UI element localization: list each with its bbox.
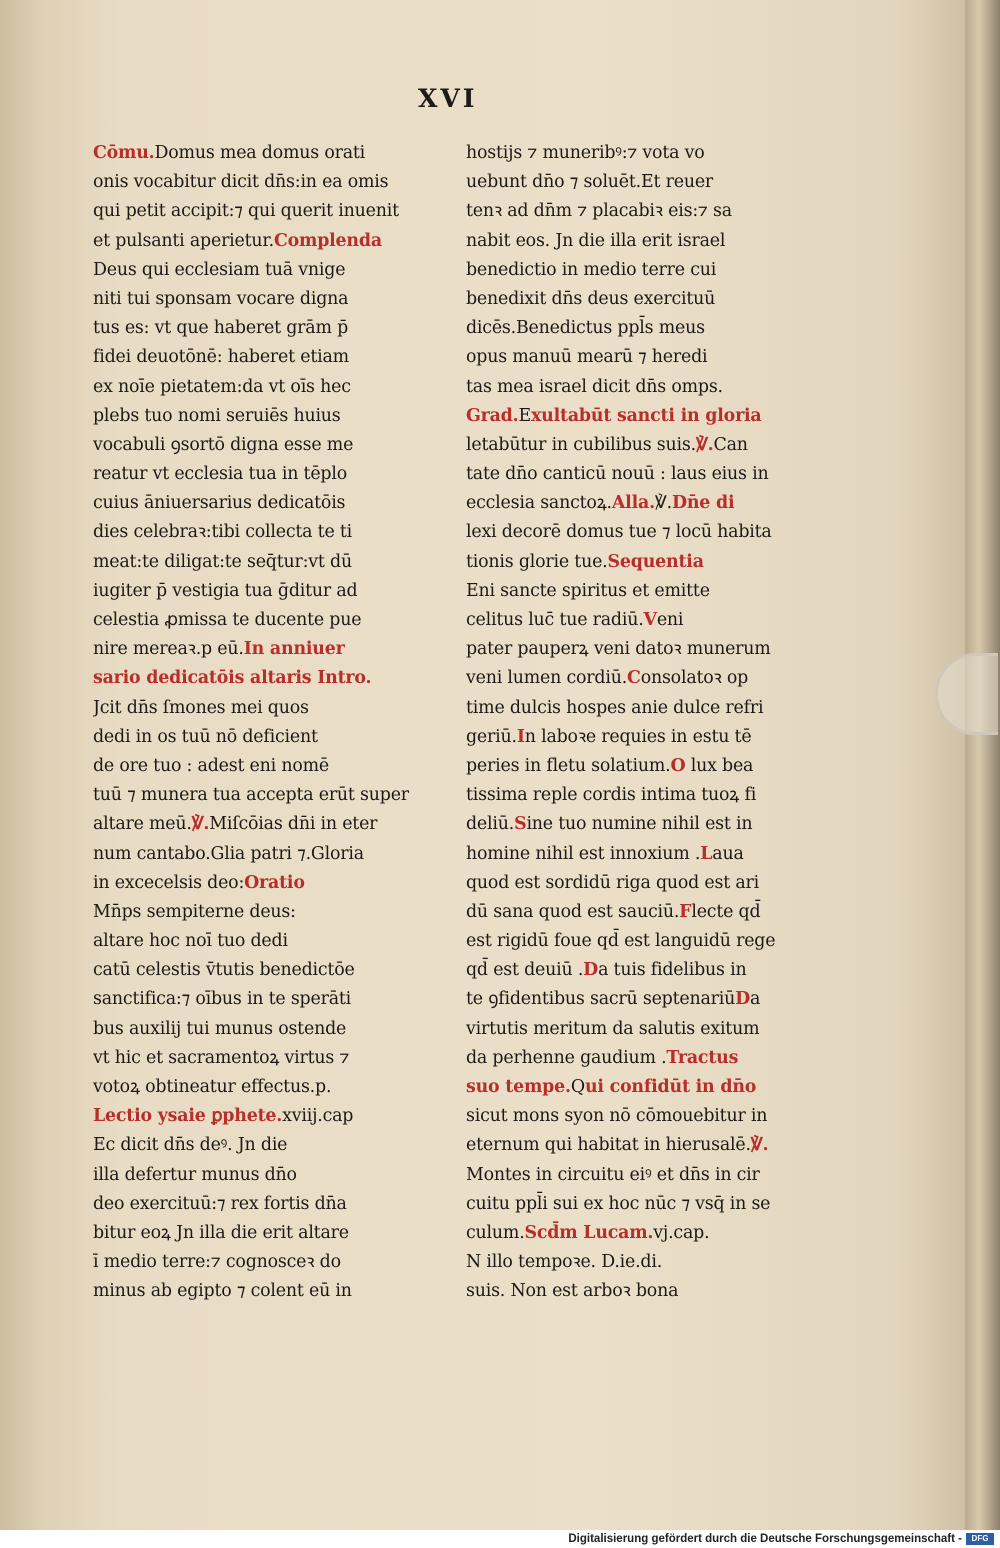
left-line [93, 1044, 443, 1073]
rubric-text: sario dedicatōis altaris Intro. [93, 668, 372, 689]
body-text: Gloria [310, 843, 364, 864]
body-text: celitus luc̄ tue radiū. [466, 610, 644, 630]
left-line [93, 1015, 443, 1044]
right-line [466, 840, 816, 869]
body-text: meat:te diligat:te seq̄tur:vt dū [93, 551, 352, 572]
right-line [466, 431, 816, 460]
body-text: benedictio in medio terre cui [466, 259, 717, 280]
rubric-text: ui confidūt in dn̄o [584, 1077, 757, 1097]
rubric-text: D [735, 989, 751, 1010]
left-line [93, 139, 443, 168]
rubric-text: Dn̄e di [671, 493, 735, 514]
body-text: geriū. [466, 726, 517, 747]
body-text: opus manuū mearū ⁊ heredi [466, 347, 708, 368]
right-line [466, 1073, 816, 1102]
body-text: Montes in circuitu eiꝰ et dn̄s in cir [466, 1164, 760, 1185]
rubric-text: Complenda [273, 230, 382, 251]
left-line [93, 577, 443, 606]
body-text: dies celebraꝛ:tibi collecta te ti [93, 522, 353, 543]
body-text: N illo tempoꝛe. D.ie.di. [466, 1252, 663, 1273]
left-line [93, 898, 443, 927]
right-line [466, 1131, 816, 1160]
body-text: num cantabo. [93, 843, 211, 864]
body-text: Ec dicit dn̄s deꝰ. Jn die [93, 1135, 288, 1156]
body-text: quod est sordidū riga quod est ari [466, 872, 760, 893]
left-line [93, 840, 443, 869]
right-line [466, 898, 816, 927]
right-line [466, 985, 816, 1014]
body-text: culum. [466, 1222, 525, 1243]
body-text: hostijs ⁊ muneribꝰ:⁊ vota vo [466, 143, 705, 163]
body-text: lux bea [685, 755, 754, 776]
left-line [93, 343, 443, 372]
body-text: Can [713, 434, 748, 455]
body-text: fidei deuotōnē: haberet etiam [93, 347, 349, 368]
left-line [93, 664, 443, 693]
body-text: sanctifica:⁊ oībus in te sperāti [93, 989, 352, 1010]
body-text: aua [712, 843, 744, 864]
body-text: est rigidū foue qd̄ est languidū rege [466, 931, 776, 952]
body-text: tus es: vt que haberet grām p̄ [93, 318, 349, 339]
right-line [466, 781, 816, 810]
right-text-column [466, 139, 816, 1307]
body-text: altare meū. [93, 814, 192, 835]
right-line [466, 197, 816, 226]
rubric-text: Scd̄m Lucam. [524, 1222, 654, 1243]
left-text-column [93, 139, 443, 1307]
body-text: homine nihil est innoxium . [466, 843, 701, 864]
body-text: qui petit accipit:⁊ qui querit inuenit [93, 201, 399, 222]
body-text: ī medio terre:⁊ cognosceꝛ do [93, 1252, 341, 1273]
body-text: peries in fletu solatium. [466, 755, 671, 776]
rubric-text: ℣. [695, 434, 714, 455]
rubric-text: I [516, 726, 525, 747]
body-text: altare hoc noī tuo dedi [93, 931, 288, 952]
rubric-text: ℣. [750, 1135, 769, 1156]
body-text: bitur eoꝝ Jn illa die erit altare [93, 1222, 349, 1243]
right-line [466, 1190, 816, 1219]
body-text: tate dn̄o canticū nouū : laus eius in [466, 464, 769, 485]
body-text: et pulsanti aperietur. [93, 230, 274, 251]
body-text: Miſcōias dn̄i in eter [209, 814, 378, 835]
body-text: n laboꝛe requies in estu tē [524, 726, 752, 747]
rubric-text: V [643, 610, 657, 630]
rubric-text: xultabūt sancti in gloria [531, 405, 762, 426]
body-text: onis vocabitur dicit dn̄s:in ea omis [93, 172, 389, 193]
body-text: vt hic et sacramentoꝝ virtus ⁊ [93, 1047, 350, 1068]
body-text: Jcit dn̄s ſmones mei quos [93, 697, 309, 718]
rubric-text: In anniuer [243, 639, 345, 660]
body-text: veni lumen cordiū. [466, 668, 628, 689]
body-text: Glia patri ⁊. [210, 843, 311, 864]
left-line [93, 489, 443, 518]
right-line [466, 460, 816, 489]
body-text: vj.cap. [653, 1222, 710, 1243]
body-text: deo exercituū:⁊ rex fortis dn̄a [93, 1193, 347, 1214]
left-line [93, 956, 443, 985]
left-line [93, 256, 443, 285]
footer-bar [0, 1530, 1000, 1548]
body-text: virtutis meritum da salutis exitum [466, 1018, 760, 1039]
body-text: suis. Non est arboꝛ bona [466, 1281, 679, 1302]
body-text: nabit eos. Jn die illa erit israel [466, 230, 726, 251]
right-line [466, 664, 816, 693]
left-line [93, 1190, 443, 1219]
right-line [466, 577, 816, 606]
body-text: dū sana quod est sauciū. [466, 901, 680, 922]
body-text: Deus qui ecclesiam tuā vnige [93, 259, 346, 280]
body-text: niti tui sponsam vocare digna [93, 288, 349, 309]
body-text: illa defertur munus dn̄o [93, 1164, 297, 1185]
left-line [93, 694, 443, 723]
body-text: tissima reple cordis intima tuoꝝ fi [466, 785, 757, 806]
rubric-text: S [514, 814, 527, 835]
body-text: ex noīe pietatem:da vt oīs hec [93, 376, 351, 397]
body-text: Q [570, 1077, 585, 1097]
left-line [93, 1073, 443, 1102]
left-line [93, 606, 443, 635]
left-line [93, 635, 443, 664]
folio-number: XVI [418, 84, 478, 113]
left-line [93, 548, 443, 577]
body-text: Domus mea domus orati [154, 143, 366, 163]
right-line [466, 810, 816, 839]
right-line [466, 343, 816, 372]
body-text: onsolatoꝛ op [640, 668, 749, 689]
body-text: reatur vt ecclesia tua in tēplo [93, 464, 347, 485]
right-line [466, 927, 816, 956]
rubric-text: F [679, 901, 692, 922]
body-text: xviij.cap [282, 1106, 354, 1127]
body-text: minus ab egipto ⁊ colent eū in [93, 1281, 352, 1302]
body-text: time dulcis hospes anie dulce refri [466, 697, 764, 718]
body-text: eternum qui habitat in hierusalē. [466, 1135, 751, 1156]
rubric-text: ℣. [191, 814, 210, 835]
right-line [466, 402, 816, 431]
left-line [93, 431, 443, 460]
body-text: da perhenne gaudium . [466, 1047, 667, 1068]
right-line [466, 548, 816, 577]
right-line [466, 1248, 816, 1277]
body-text: lexi decorē domus tue ⁊ locū habita [466, 522, 772, 543]
rubric-text: Sequentia [607, 551, 704, 572]
left-line [93, 285, 443, 314]
left-line [93, 1219, 443, 1248]
dfg-logo: DFG [966, 1533, 994, 1545]
right-line [466, 606, 816, 635]
right-line [466, 1102, 816, 1131]
body-text: celestia ꝓmissa te ducente pue [93, 610, 362, 630]
rubric-text: Tractus [666, 1047, 739, 1068]
right-line [466, 1161, 816, 1190]
right-line [466, 1044, 816, 1073]
body-text: Eni sancte spiritus et emitte [466, 580, 710, 601]
body-text: tuū ⁊ munera tua accepta erūt super [93, 785, 409, 806]
left-line [93, 1131, 443, 1160]
left-line [93, 1248, 443, 1277]
body-text: plebs tuo nomi seruiēs huius [93, 405, 341, 426]
body-text: nire mereaꝛ.p eū. [93, 639, 244, 660]
rubric-text: O [670, 755, 686, 776]
body-text: cuitu ppl̄i sui ex hoc nūc ⁊ vsq̄ in se [466, 1193, 771, 1214]
left-line [93, 197, 443, 226]
rubric-text: suo tempe. [466, 1077, 571, 1097]
body-text: a [750, 989, 761, 1010]
body-text: ℣. [654, 493, 672, 514]
left-line [93, 810, 443, 839]
body-text: in excecelsis deo: [93, 872, 245, 893]
body-text: a tuis fidelibus in [598, 960, 747, 981]
right-line [466, 752, 816, 781]
right-line [466, 314, 816, 343]
body-text: bus auxilij tui munus ostende [93, 1018, 347, 1039]
right-line [466, 256, 816, 285]
left-line [93, 402, 443, 431]
left-line [93, 373, 443, 402]
body-text: votoꝝ obtineatur effectus.p. [93, 1077, 332, 1097]
body-text: te ꝯfidentibus sacrū septenariū [466, 989, 736, 1010]
body-text: Mn̄ps sempiterne deus: [93, 901, 296, 922]
right-line [466, 139, 816, 168]
body-text: pater pauperꝝ veni datoꝛ munerum [466, 639, 771, 660]
body-text: vocabuli ꝯsortō digna esse me [93, 434, 354, 455]
body-text: tionis glorie tue. [466, 551, 608, 572]
right-line [466, 518, 816, 547]
right-line [466, 1277, 816, 1306]
right-line [466, 168, 816, 197]
body-text: iugiter p̄ vestigia tua ḡditur ad [93, 580, 358, 601]
body-text: tenꝛ ad dn̄m ⁊ placabiꝛ eis:⁊ sa [466, 201, 732, 222]
body-text: cuius āniuersarius dedicatōis [93, 493, 346, 514]
left-line [93, 723, 443, 752]
body-text: tas mea israel dicit dn̄s omps. [466, 376, 723, 397]
right-line [466, 1015, 816, 1044]
rubric-text: Oratio [244, 872, 305, 893]
right-line [466, 869, 816, 898]
rubric-text: Cōmu. [93, 143, 155, 163]
body-text: ecclesia sanctoꝝ. [466, 493, 612, 514]
right-line [466, 694, 816, 723]
rubric-text: Lectio ysaie ꝑphete. [93, 1106, 283, 1127]
left-line [93, 460, 443, 489]
left-line [93, 781, 443, 810]
left-line [93, 1102, 443, 1131]
body-text: E [518, 405, 531, 426]
body-text: deliū. [466, 814, 515, 835]
body-text: lecte qd̄ [691, 901, 761, 922]
left-line [93, 168, 443, 197]
right-line [466, 373, 816, 402]
left-line [93, 985, 443, 1014]
body-text: benedixit dn̄s deus exercituū [466, 288, 716, 309]
left-line [93, 227, 443, 256]
left-line [93, 869, 443, 898]
right-line [466, 285, 816, 314]
body-text: dicēs.Benedictus ppl̄s meus [466, 318, 705, 339]
funding-notice: Digitalisierung gefördert durch die Deutsche Forschungsgemeinschaft - [568, 1533, 962, 1545]
body-text: eni [656, 610, 684, 630]
right-line [466, 723, 816, 752]
rubric-text: C [627, 668, 641, 689]
left-line [93, 518, 443, 547]
rubric-text: Alla. [611, 493, 655, 514]
rubric-text: Grad. [466, 405, 519, 426]
body-text: sicut mons syon nō cōmouebitur in [466, 1106, 768, 1127]
body-text: dedi in os tuū nō deficient [93, 726, 318, 747]
body-text: catū celestis v̄tutis benedictōe [93, 960, 355, 981]
right-line [466, 489, 816, 518]
left-line [93, 1277, 443, 1306]
body-text: uebunt dn̄o ⁊ soluēt.Et reuer [466, 172, 714, 193]
body-text: de ore tuo : adest eni nomē [93, 755, 329, 776]
left-line [93, 927, 443, 956]
right-line [466, 1219, 816, 1248]
left-line [93, 314, 443, 343]
right-line [466, 635, 816, 664]
right-line [466, 956, 816, 985]
body-text: qd̄ est deuiū . [466, 960, 584, 981]
left-line [93, 1161, 443, 1190]
rubric-text: L [700, 843, 713, 864]
body-text: ine tuo numine nihil est in [526, 814, 753, 835]
page-edge [965, 0, 1000, 1530]
body-text: letabūtur in cubilibus suis. [466, 434, 696, 455]
right-line [466, 227, 816, 256]
left-line [93, 752, 443, 781]
rubric-text: D [583, 960, 599, 981]
